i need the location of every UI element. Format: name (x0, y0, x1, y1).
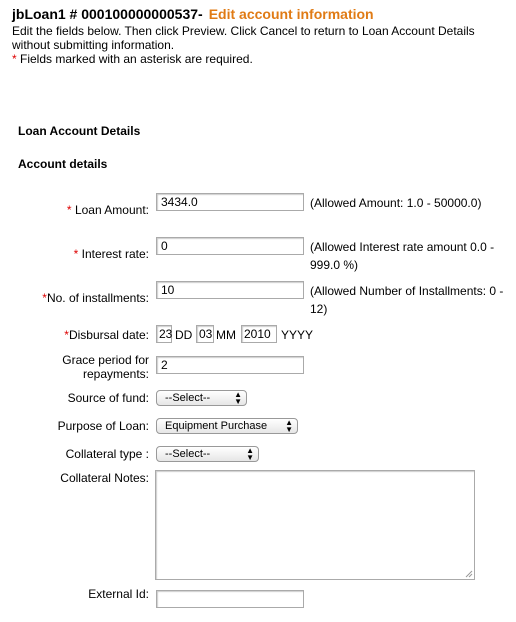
updown-arrows-icon: ▲ ▼ (285, 418, 293, 434)
section-loan-account-details: Loan Account Details (18, 124, 141, 138)
updown-arrows-icon: ▲ ▼ (234, 390, 242, 406)
disbursal-day-input[interactable]: 23 (156, 325, 172, 343)
source-of-fund-select[interactable] (156, 390, 247, 406)
required-note (12, 52, 253, 66)
loan-amount-input[interactable]: 3434.0 (156, 193, 304, 211)
external-id-label: External Id: (88, 587, 149, 601)
required-note-text: Fields marked with an asterisk are required. (20, 52, 253, 66)
updown-arrows-icon: ▲ ▼ (246, 446, 254, 462)
purpose-of-loan-select[interactable] (156, 418, 298, 434)
page-header (12, 6, 374, 22)
installments-input[interactable]: 10 (156, 281, 304, 299)
installments-label: *No. of installments: (42, 291, 149, 305)
purpose-of-loan-label: Purpose of Loan: (57, 419, 149, 433)
grace-period-input[interactable]: 2 (156, 356, 304, 374)
installments-note: (Allowed Number of Installments: 0 - 12) (310, 284, 504, 316)
collateral-type-label: Collateral type : (65, 447, 149, 461)
disbursal-date-label: *Disbursal date: (64, 328, 149, 342)
disbursal-month-input[interactable]: 03 (196, 325, 214, 343)
resize-grip-icon[interactable] (465, 570, 473, 578)
interest-rate-input[interactable]: 0 (156, 237, 304, 255)
collateral-notes-label: Collateral Notes: (60, 471, 149, 485)
external-id-input[interactable] (156, 590, 304, 608)
instructions: Edit the fields below. Then click Preview. Click Cancel to return to Loan Account Details without submitting information. (12, 24, 475, 52)
disbursal-year-input[interactable]: 2010 (241, 325, 277, 343)
asterisk: * (12, 52, 17, 66)
purpose-of-loan-value: Equipment Purchase (165, 420, 268, 432)
grace-period-label: Grace period for repayments: (62, 353, 149, 381)
section-account-details: Account details (18, 157, 108, 171)
interest-rate-label: * Interest rate: (73, 247, 149, 261)
edit-title: Edit account information (208, 6, 374, 22)
year-format: YYYY (281, 328, 314, 342)
source-of-fund-label: Source of fund: (67, 391, 149, 405)
month-format: MM (216, 328, 236, 342)
loan-amount-label: * Loan Amount: (66, 203, 149, 217)
loan-amount-note: (Allowed Amount: 1.0 - 50000.0) (310, 196, 482, 210)
interest-rate-note: (Allowed Interest rate amount 0.0 - 999.0 %) (310, 240, 495, 272)
collateral-notes-textarea[interactable] (155, 470, 475, 580)
loan-title: jbLoan1 # 000100000000537- (12, 6, 203, 22)
collateral-type-value: --Select-- (165, 448, 211, 460)
day-format: DD (175, 328, 193, 342)
source-of-fund-value: --Select-- (165, 392, 211, 404)
collateral-type-select[interactable] (156, 446, 259, 462)
